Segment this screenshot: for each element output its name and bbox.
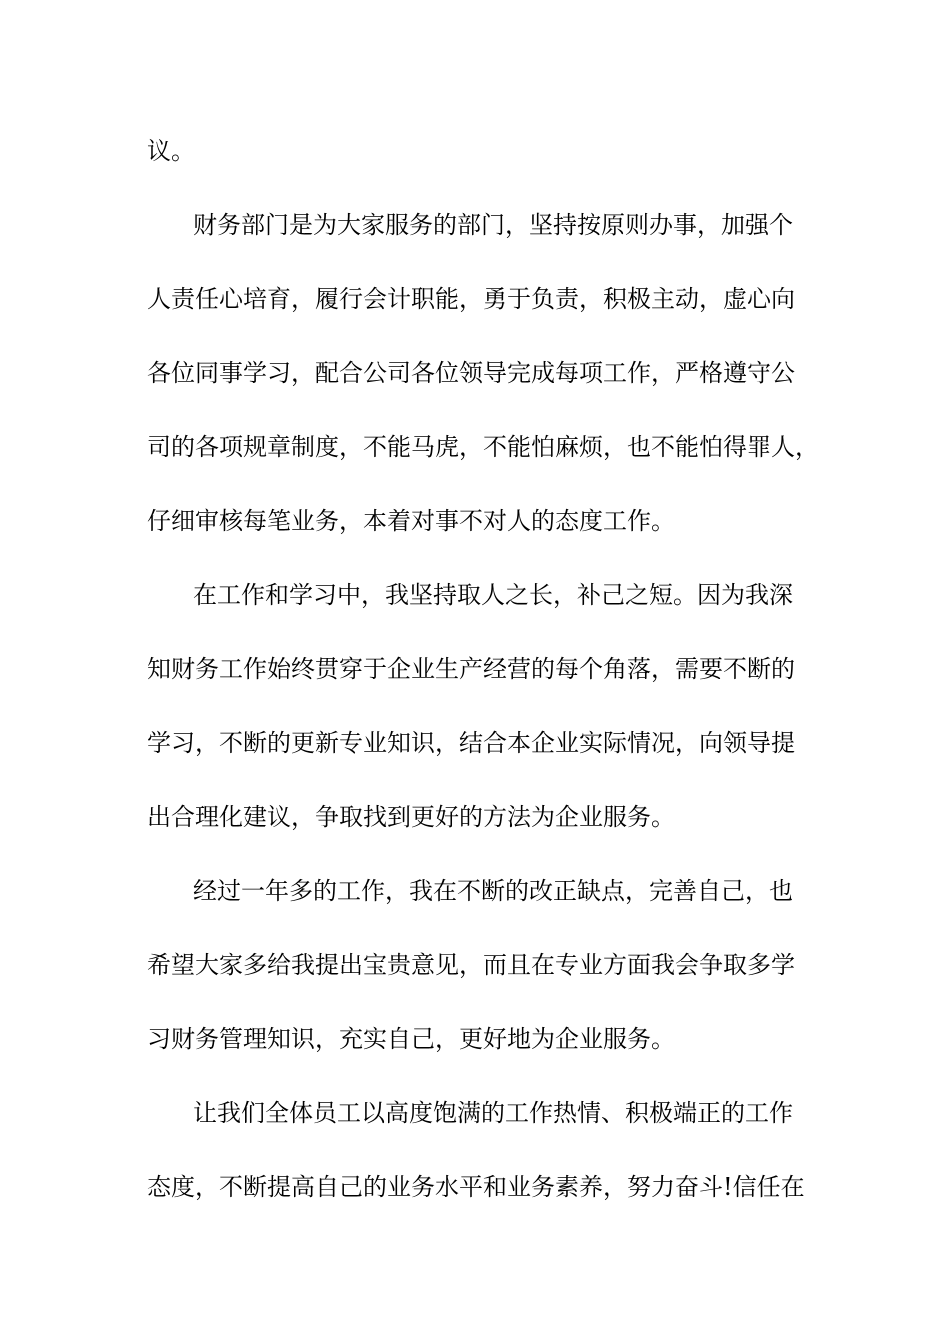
text-line: 议。	[147, 137, 195, 165]
text-line: 仔细审核每笔业务，本着对事不对人的态度工作。	[147, 507, 675, 535]
paragraph-first-line: 在工作和学习中，我坚持取人之长，补己之短。因为我深	[193, 581, 793, 609]
text-line: 各位同事学习，配合公司各位领导完成每项工作，严格遵守公	[147, 359, 795, 387]
text-line: 态度，不断提高自己的业务水平和业务素养，努力奋斗!信任在	[147, 1173, 805, 1201]
text-line: 希望大家多给我提出宝贵意见，而且在专业方面我会争取多学	[147, 951, 795, 979]
text-line: 知财务工作始终贯穿于企业生产经营的每个角落，需要不断的	[147, 655, 795, 683]
paragraph-first-line: 经过一年多的工作，我在不断的改正缺点，完善自己，也	[193, 877, 793, 905]
text-line: 学习，不断的更新专业知识，结合本企业实际情况，向领导提	[147, 729, 795, 757]
text-line: 司的各项规章制度，不能马虎，不能怕麻烦，也不能怕得罪人，	[147, 433, 819, 461]
text-line: 出合理化建议，争取找到更好的方法为企业服务。	[147, 803, 675, 831]
text-line: 习财务管理知识，充实自己，更好地为企业服务。	[147, 1025, 675, 1053]
paragraph-first-line: 财务部门是为大家服务的部门，坚持按原则办事，加强个	[193, 211, 793, 239]
text-line: 人责任心培育，履行会计职能，勇于负责，积极主动，虚心向	[147, 285, 795, 313]
paragraph-first-line: 让我们全体员工以高度饱满的工作热情、积极端正的工作	[193, 1099, 793, 1127]
